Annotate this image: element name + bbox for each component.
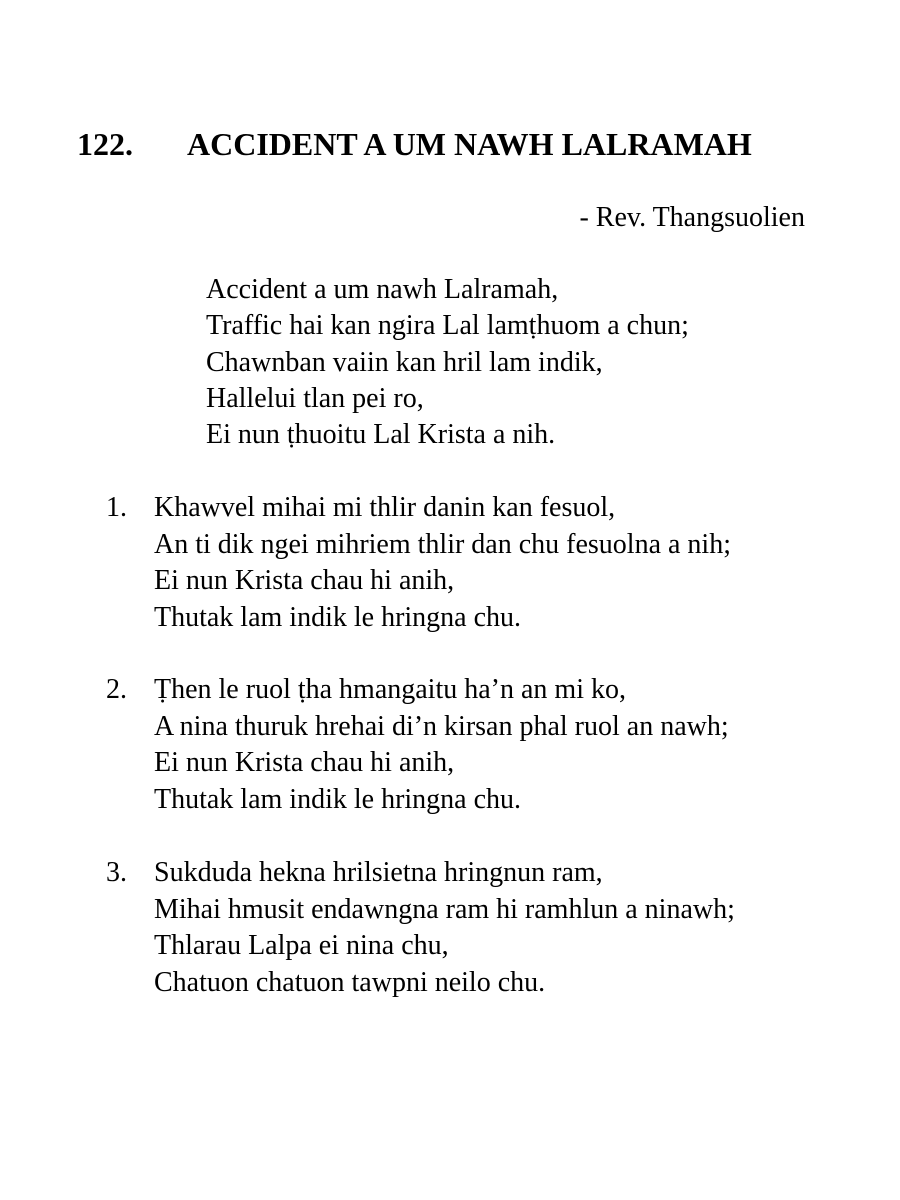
- hymn-title: ACCIDENT A UM NAWH LALRAMAH: [187, 126, 752, 162]
- verse-line: Ei nun Krista chau hi anih,: [154, 565, 455, 596]
- hymn-number: 122.: [77, 126, 133, 162]
- chorus-line: Hallelui tlan pei ro,: [206, 382, 424, 414]
- chorus-line: Accident a um nawh Lalramah,: [206, 274, 559, 305]
- verse-line: Ei nun Krista chau hi anih,: [154, 747, 455, 778]
- verse-line: An ti dik ngei mihriem thlir dan chu fesuolna a nih;: [154, 528, 731, 560]
- verse-line: Thutak lam indik le hringna chu.: [154, 783, 522, 815]
- verse-line: A nina thuruk hrehai di’n kirsan phal ruol an nawh;: [154, 710, 729, 742]
- verse-lines: [154, 672, 729, 818]
- verse-line: Khawvel mihai mi thlir danin kan fesuol,: [154, 492, 616, 523]
- chorus: [206, 272, 689, 453]
- verse-1: [106, 490, 731, 636]
- verse-number: 2.: [106, 674, 127, 705]
- verse-line: Sukduda hekna hrilsietna hringnun ram,: [154, 857, 603, 888]
- verse-lines: [154, 855, 735, 1001]
- verse-line: Thlarau Lalpa ei nina chu,: [154, 930, 449, 961]
- verse-line: Thutak lam indik le hringna chu.: [154, 601, 522, 633]
- verse-line: Ṭhen le ruol ṭha hmangaitu ha’n an mi ko,: [154, 674, 626, 705]
- chorus-line: Ei nun ṭhuoitu Lal Krista a nih.: [206, 419, 556, 451]
- hymn-heading: [77, 124, 752, 164]
- verse-line: Chatuon chatuon tawpni neilo chu.: [154, 966, 546, 998]
- verse-line: Mihai hmusit endawngna ram hi ramhlun a ninawh;: [154, 893, 735, 925]
- verse-2: [106, 672, 729, 818]
- hymn-author: - Rev. Thangsuolien: [579, 202, 805, 233]
- chorus-line: Traffic hai kan ngira Lal lamṭhuom a chun;: [206, 310, 689, 342]
- verse-number: 3.: [106, 857, 127, 888]
- verse-lines: [154, 490, 731, 636]
- verse-number: 1.: [106, 492, 127, 523]
- chorus-line: Chawnban vaiin kan hril lam indik,: [206, 346, 603, 378]
- verse-3: [106, 855, 735, 1001]
